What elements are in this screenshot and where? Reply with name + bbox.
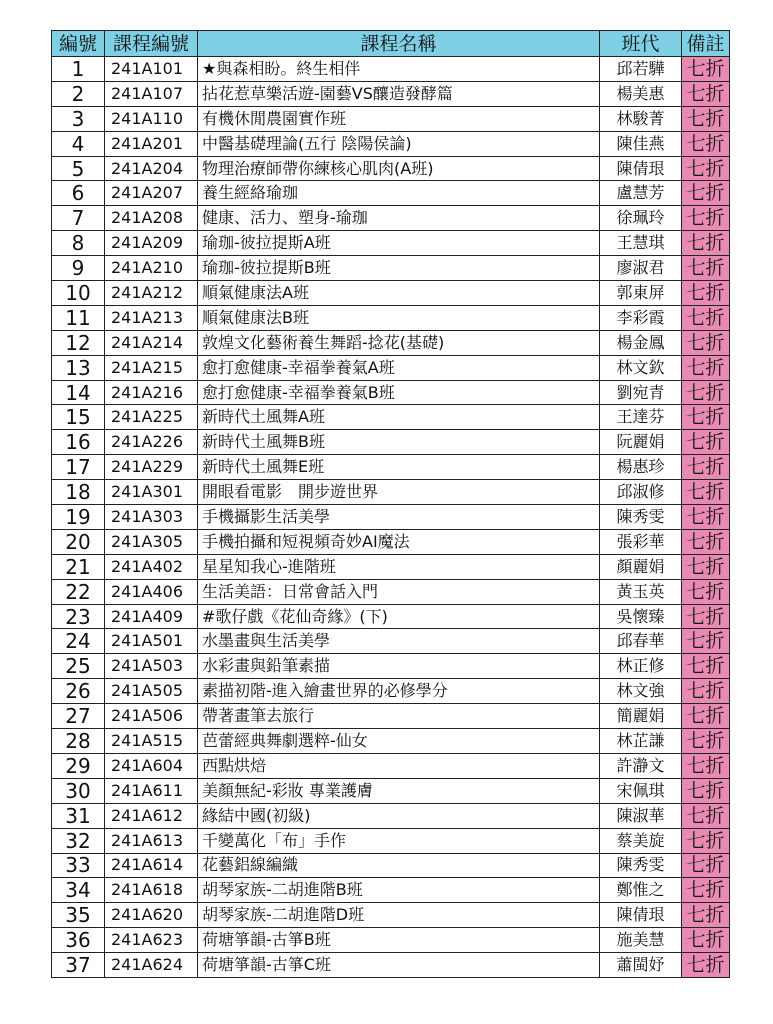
course-code: 241A503 xyxy=(105,654,198,679)
table-row xyxy=(52,853,730,878)
course-code: 241A624 xyxy=(105,953,198,978)
course-name: ★與森相盼。終生相伴 xyxy=(198,57,600,82)
note-discount: 七折 xyxy=(682,629,730,654)
course-code: 241A305 xyxy=(105,529,198,554)
course-name: 美顏無紀-彩妝 專業護膚 xyxy=(198,778,600,803)
class-rep: 施美慧 xyxy=(600,928,682,953)
row-number: 2 xyxy=(52,81,105,106)
note-discount: 七折 xyxy=(682,803,730,828)
course-code: 241A229 xyxy=(105,455,198,480)
course-name: 瑜珈-彼拉提斯B班 xyxy=(198,256,600,281)
course-code: 241A409 xyxy=(105,604,198,629)
row-number: 18 xyxy=(52,480,105,505)
course-code: 241A209 xyxy=(105,231,198,256)
class-rep: 林文強 xyxy=(600,679,682,704)
course-code: 241A623 xyxy=(105,928,198,953)
row-number: 4 xyxy=(52,131,105,156)
class-rep: 簡麗娟 xyxy=(600,704,682,729)
header-course-name: 課程名稱 xyxy=(198,31,600,57)
note-discount: 七折 xyxy=(682,579,730,604)
note-discount: 七折 xyxy=(682,753,730,778)
table-row xyxy=(52,181,730,206)
course-name: 荷塘箏韻-古箏C班 xyxy=(198,953,600,978)
note-discount: 七折 xyxy=(682,704,730,729)
course-table xyxy=(51,30,730,978)
course-code: 241A614 xyxy=(105,853,198,878)
note-discount: 七折 xyxy=(682,455,730,480)
note-discount: 七折 xyxy=(682,131,730,156)
class-rep: 陳倩珢 xyxy=(600,903,682,928)
row-number: 20 xyxy=(52,529,105,554)
course-code: 241A505 xyxy=(105,679,198,704)
row-number: 33 xyxy=(52,853,105,878)
course-code: 241A210 xyxy=(105,256,198,281)
course-name: 手機拍攝和短視頻奇妙AI魔法 xyxy=(198,529,600,554)
note-discount: 七折 xyxy=(682,281,730,306)
class-rep: 邱若驊 xyxy=(600,57,682,82)
course-name: 新時代土風舞E班 xyxy=(198,455,600,480)
table-row xyxy=(52,131,730,156)
note-discount: 七折 xyxy=(682,778,730,803)
table-row xyxy=(52,355,730,380)
course-code: 241A215 xyxy=(105,355,198,380)
table-row xyxy=(52,256,730,281)
table-row xyxy=(52,505,730,530)
note-discount: 七折 xyxy=(682,604,730,629)
class-rep: 盧慧芳 xyxy=(600,181,682,206)
class-rep: 李彩霞 xyxy=(600,305,682,330)
course-name: 健康、活力、塑身-瑜珈 xyxy=(198,206,600,231)
course-name: 敦煌文化藝術養生舞蹈-捻花(基礎) xyxy=(198,330,600,355)
note-discount: 七折 xyxy=(682,231,730,256)
table-row xyxy=(52,305,730,330)
table-row xyxy=(52,330,730,355)
course-code: 241A226 xyxy=(105,430,198,455)
course-code: 241A201 xyxy=(105,131,198,156)
table-row xyxy=(52,81,730,106)
table-row xyxy=(52,878,730,903)
table-row xyxy=(52,704,730,729)
row-number: 23 xyxy=(52,604,105,629)
course-name: 胡琴家族-二胡進階B班 xyxy=(198,878,600,903)
class-rep: 邱淑修 xyxy=(600,480,682,505)
note-discount: 七折 xyxy=(682,156,730,181)
table-row xyxy=(52,106,730,131)
course-code: 241A101 xyxy=(105,57,198,82)
table-row xyxy=(52,778,730,803)
table-row xyxy=(52,554,730,579)
note-discount: 七折 xyxy=(682,903,730,928)
row-number: 30 xyxy=(52,778,105,803)
note-discount: 七折 xyxy=(682,106,730,131)
course-name: 素描初階-進入繪畫世界的必修學分 xyxy=(198,679,600,704)
note-discount: 七折 xyxy=(682,256,730,281)
note-discount: 七折 xyxy=(682,853,730,878)
course-code: 241A611 xyxy=(105,778,198,803)
table-row xyxy=(52,903,730,928)
class-rep: 陳淑華 xyxy=(600,803,682,828)
class-rep: 廖淑君 xyxy=(600,256,682,281)
note-discount: 七折 xyxy=(682,81,730,106)
table-row xyxy=(52,380,730,405)
table-body xyxy=(52,57,730,978)
course-code: 241A612 xyxy=(105,803,198,828)
row-number: 24 xyxy=(52,629,105,654)
course-name: 拈花惹草樂活遊-園藝VS釀造發酵篇 xyxy=(198,81,600,106)
course-name: 新時代土風舞B班 xyxy=(198,430,600,455)
row-number: 36 xyxy=(52,928,105,953)
table-row xyxy=(52,430,730,455)
note-discount: 七折 xyxy=(682,729,730,754)
course-name: 有機休閒農園實作班 xyxy=(198,106,600,131)
class-rep: 楊金鳳 xyxy=(600,330,682,355)
course-code: 241A613 xyxy=(105,828,198,853)
course-code: 241A204 xyxy=(105,156,198,181)
course-code: 241A208 xyxy=(105,206,198,231)
row-number: 13 xyxy=(52,355,105,380)
note-discount: 七折 xyxy=(682,554,730,579)
course-name: 荷塘箏韻-古箏B班 xyxy=(198,928,600,953)
class-rep: 徐珮玲 xyxy=(600,206,682,231)
note-discount: 七折 xyxy=(682,505,730,530)
note-discount: 七折 xyxy=(682,928,730,953)
row-number: 1 xyxy=(52,57,105,82)
course-code: 241A107 xyxy=(105,81,198,106)
header-class-rep: 班代 xyxy=(600,31,682,57)
table-row xyxy=(52,679,730,704)
course-code: 241A402 xyxy=(105,554,198,579)
row-number: 15 xyxy=(52,405,105,430)
course-name: 物理治療師帶你練核心肌肉(A班) xyxy=(198,156,600,181)
table-row xyxy=(52,156,730,181)
course-code: 241A213 xyxy=(105,305,198,330)
class-rep: 楊惠珍 xyxy=(600,455,682,480)
note-discount: 七折 xyxy=(682,654,730,679)
row-number: 3 xyxy=(52,106,105,131)
row-number: 5 xyxy=(52,156,105,181)
row-number: 32 xyxy=(52,828,105,853)
course-code: 241A225 xyxy=(105,405,198,430)
class-rep: 楊美惠 xyxy=(600,81,682,106)
table-row xyxy=(52,753,730,778)
note-discount: 七折 xyxy=(682,405,730,430)
class-rep: 宋佩琪 xyxy=(600,778,682,803)
row-number: 14 xyxy=(52,380,105,405)
table-row xyxy=(52,803,730,828)
note-discount: 七折 xyxy=(682,679,730,704)
course-name: 芭蕾經典舞劇選粹-仙女 xyxy=(198,729,600,754)
note-discount: 七折 xyxy=(682,380,730,405)
course-code: 241A406 xyxy=(105,579,198,604)
row-number: 28 xyxy=(52,729,105,754)
header-course-code: 課程編號 xyxy=(105,31,198,57)
note-discount: 七折 xyxy=(682,828,730,853)
table-row xyxy=(52,206,730,231)
row-number: 6 xyxy=(52,181,105,206)
course-name: 順氣健康法B班 xyxy=(198,305,600,330)
header-row xyxy=(52,31,730,57)
row-number: 11 xyxy=(52,305,105,330)
table-row xyxy=(52,928,730,953)
table-row xyxy=(52,953,730,978)
class-rep: 張彩華 xyxy=(600,529,682,554)
table-row xyxy=(52,604,730,629)
course-name: 瑜珈-彼拉提斯A班 xyxy=(198,231,600,256)
course-name: 中醫基礎理論(五行 陰陽侯論) xyxy=(198,131,600,156)
table-row xyxy=(52,480,730,505)
class-rep: 王達芬 xyxy=(600,405,682,430)
note-discount: 七折 xyxy=(682,57,730,82)
table-row xyxy=(52,455,730,480)
class-rep: 郭東屏 xyxy=(600,281,682,306)
course-code: 241A214 xyxy=(105,330,198,355)
course-code: 241A506 xyxy=(105,704,198,729)
row-number: 17 xyxy=(52,455,105,480)
class-rep: 陳倩珢 xyxy=(600,156,682,181)
course-name: #歌仔戲《花仙奇緣》(下) xyxy=(198,604,600,629)
row-number: 26 xyxy=(52,679,105,704)
course-name: 順氣健康法A班 xyxy=(198,281,600,306)
row-number: 10 xyxy=(52,281,105,306)
class-rep: 王慧琪 xyxy=(600,231,682,256)
row-number: 9 xyxy=(52,256,105,281)
class-rep: 蔡美旋 xyxy=(600,828,682,853)
class-rep: 劉宛青 xyxy=(600,380,682,405)
note-discount: 七折 xyxy=(682,355,730,380)
row-number: 31 xyxy=(52,803,105,828)
table-row xyxy=(52,828,730,853)
course-name: 愈打愈健康-幸福拳養氣A班 xyxy=(198,355,600,380)
row-number: 12 xyxy=(52,330,105,355)
course-code: 241A604 xyxy=(105,753,198,778)
row-number: 27 xyxy=(52,704,105,729)
row-number: 37 xyxy=(52,953,105,978)
class-rep: 林正修 xyxy=(600,654,682,679)
row-number: 35 xyxy=(52,903,105,928)
course-name: 水墨畫與生活美學 xyxy=(198,629,600,654)
class-rep: 阮麗娟 xyxy=(600,430,682,455)
course-code: 241A110 xyxy=(105,106,198,131)
class-rep: 吳懷臻 xyxy=(600,604,682,629)
table-row xyxy=(52,231,730,256)
note-discount: 七折 xyxy=(682,529,730,554)
course-code: 241A303 xyxy=(105,505,198,530)
class-rep: 邱春華 xyxy=(600,629,682,654)
class-rep: 鄭惟之 xyxy=(600,878,682,903)
table-row xyxy=(52,405,730,430)
course-name: 開眼看電影 開步遊世界 xyxy=(198,480,600,505)
row-number: 8 xyxy=(52,231,105,256)
course-name: 星星知我心-進階班 xyxy=(198,554,600,579)
class-rep: 林芷謙 xyxy=(600,729,682,754)
class-rep: 林文欽 xyxy=(600,355,682,380)
table-row xyxy=(52,579,730,604)
course-name: 千變萬化「布」手作 xyxy=(198,828,600,853)
table-row xyxy=(52,654,730,679)
table-header xyxy=(52,31,730,57)
table-row xyxy=(52,629,730,654)
class-rep: 蕭閩妤 xyxy=(600,953,682,978)
row-number: 22 xyxy=(52,579,105,604)
course-name: 新時代土風舞A班 xyxy=(198,405,600,430)
course-code: 241A515 xyxy=(105,729,198,754)
course-code: 241A501 xyxy=(105,629,198,654)
class-rep: 林駿菁 xyxy=(600,106,682,131)
class-rep: 陳秀雯 xyxy=(600,505,682,530)
row-number: 7 xyxy=(52,206,105,231)
note-discount: 七折 xyxy=(682,330,730,355)
course-name: 西點烘焙 xyxy=(198,753,600,778)
class-rep: 陳秀雯 xyxy=(600,853,682,878)
class-rep: 陳佳燕 xyxy=(600,131,682,156)
header-note: 備註 xyxy=(682,31,730,57)
note-discount: 七折 xyxy=(682,206,730,231)
table-row xyxy=(52,57,730,82)
row-number: 19 xyxy=(52,505,105,530)
course-name: 水彩畫與鉛筆素描 xyxy=(198,654,600,679)
course-name: 帶著畫筆去旅行 xyxy=(198,704,600,729)
class-rep: 黃玉英 xyxy=(600,579,682,604)
course-code: 241A301 xyxy=(105,480,198,505)
note-discount: 七折 xyxy=(682,480,730,505)
course-code: 241A212 xyxy=(105,281,198,306)
class-rep: 許瀞文 xyxy=(600,753,682,778)
table-row xyxy=(52,729,730,754)
table-row xyxy=(52,281,730,306)
row-number: 29 xyxy=(52,753,105,778)
course-code: 241A216 xyxy=(105,380,198,405)
course-name: 愈打愈健康-幸福拳養氣B班 xyxy=(198,380,600,405)
course-code: 241A618 xyxy=(105,878,198,903)
row-number: 25 xyxy=(52,654,105,679)
course-name: 養生經絡瑜珈 xyxy=(198,181,600,206)
course-name: 花藝鋁線編織 xyxy=(198,853,600,878)
course-code: 241A207 xyxy=(105,181,198,206)
note-discount: 七折 xyxy=(682,430,730,455)
course-name: 生活美語：日常會話入門 xyxy=(198,579,600,604)
header-no: 編號 xyxy=(52,31,105,57)
course-name: 緣結中國(初級) xyxy=(198,803,600,828)
class-rep: 顏麗娟 xyxy=(600,554,682,579)
note-discount: 七折 xyxy=(682,305,730,330)
row-number: 34 xyxy=(52,878,105,903)
note-discount: 七折 xyxy=(682,953,730,978)
row-number: 16 xyxy=(52,430,105,455)
course-name: 胡琴家族-二胡進階D班 xyxy=(198,903,600,928)
row-number: 21 xyxy=(52,554,105,579)
table-row xyxy=(52,529,730,554)
course-code: 241A620 xyxy=(105,903,198,928)
note-discount: 七折 xyxy=(682,878,730,903)
note-discount: 七折 xyxy=(682,181,730,206)
course-name: 手機攝影生活美學 xyxy=(198,505,600,530)
